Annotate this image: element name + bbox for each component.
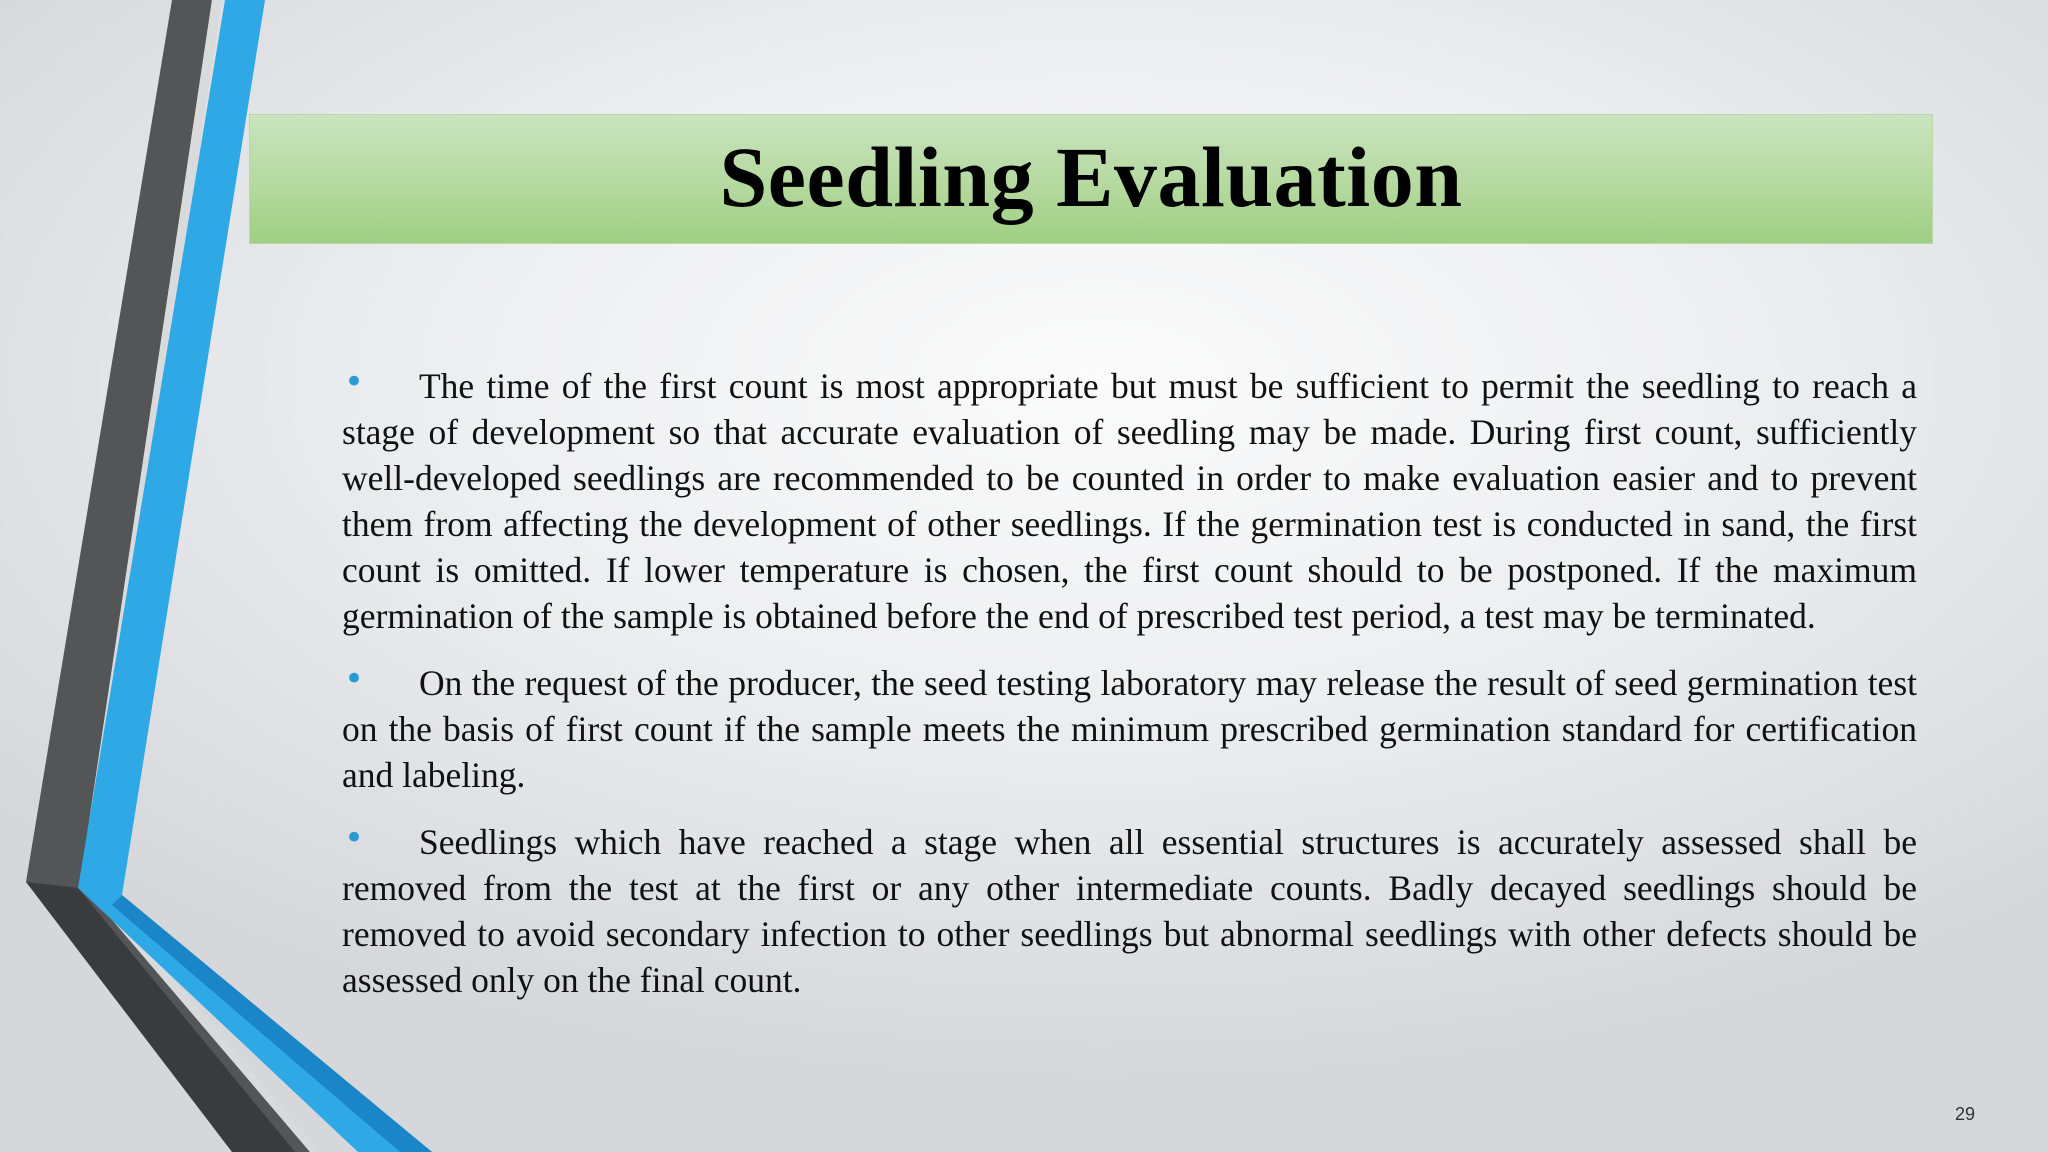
title-band: [249, 114, 1933, 244]
bullet-item-2: [342, 660, 1917, 798]
bullet-text-1: The time of the first count is most appropriate but must be sufficient to permit the seedling to reach a stage of development so that accurate evaluation of seedling may be made. During first count, sufficiently well-developed seedlings are recommended to be counted in order to make evaluation easier and to prevent them from affecting the development of other seedlings. If the germination test is conducted in sand, the first count is omitted. If lower temperature is chosen, the first count should to be postponed. If the maximum germination of the sample is obtained before the end of prescribed test period, a test may be terminated.: [342, 366, 1917, 636]
bullet-text-3: Seedlings which have reached a stage when all essential structures is accurately assessed shall be removed from the test at the first or any other intermediate counts. Badly decayed seedlings should be removed to avoid secondary infection to other seedlings but abnormal seedlings with other defects should be assessed only on the final count.: [342, 822, 1917, 1000]
bullet-icon: •: [344, 362, 365, 402]
bullet-list: [342, 363, 1917, 1024]
bullet-text-2: On the request of the producer, the seed testing laboratory may release the result of seed germination test on the basis of first count if the sample meets the minimum prescribed germination standard for certification and labeling.: [342, 663, 1917, 795]
bullet-icon: •: [344, 818, 365, 858]
bullet-icon: •: [344, 659, 365, 699]
bullet-item-1: [342, 363, 1917, 639]
slide-title: Seedling Evaluation: [719, 129, 1463, 225]
page-number: 29: [1954, 1104, 1976, 1124]
bullet-item-3: [342, 819, 1917, 1003]
